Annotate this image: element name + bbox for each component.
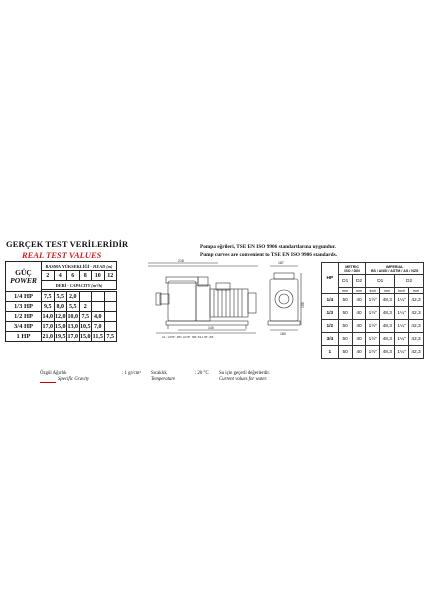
capacity-cell: 5,5 [67,302,80,312]
d2-inch-cell: 1¼" [395,294,409,307]
d1-inch-cell: 1½" [366,294,380,307]
gravity-value: : 1 gr/cm³ [122,371,141,376]
performance-table [5,261,117,342]
temperature-value: : 20 °C [195,371,209,376]
capacity-cell [104,322,117,332]
d1-inch-cell: 1½" [366,346,380,359]
table-row [6,292,117,302]
strainer-lid [166,277,198,283]
head-value: 10 [92,271,105,281]
capacity-label: DEBİ - CAPACITY (m³/h) [42,281,117,290]
dim-label-base: 140 [208,326,214,330]
front-view-base [268,321,300,325]
imperial-header: IMPERIAL BS / ANSI / ASTM / AS / NZS [366,263,424,275]
table-row [6,322,117,332]
motor-body [210,289,248,317]
d1-imperial-mm-cell: 48,3 [380,346,395,359]
d1-mm-cell: 50 [338,294,352,307]
d1-imperial-header: D1 [366,275,395,288]
d2-mm-cell: 40 [352,307,366,320]
d2-imperial-mm-cell: 42,3 [409,346,424,359]
table-row [6,312,117,322]
capacity-cell: 14,0 [42,313,53,320]
dim-label-length: 1/4 - 1/3 HP : 395 / 1/2 HP : 398 / 3/4-1 HP : 405 [162,336,214,339]
gravity-label-en: Specific Gravity [40,377,89,383]
unit-label: mm [380,288,395,294]
d2-imperial-mm-cell: 42,3 [409,320,424,333]
water-label-tr: Su için geçerli değerlerdir. [219,371,270,376]
gravity-label-tr: Özgül Ağırlık [40,371,67,376]
hp-cell: 1/2 [322,320,339,333]
title-turkish: GERÇEK TEST VERİLERİDİR [6,239,129,249]
capacity-cell: 7,5 [42,292,55,302]
outlet-port [198,277,208,286]
capacity-cell [104,302,117,312]
d1-mm-cell: 50 [338,307,352,320]
capacity-cell: 5,5 [54,292,67,302]
power-cell: 1/2 HP [6,312,42,322]
d1-imperial-mm-cell: 48,3 [380,333,395,346]
water-label-en: Current values for water. [219,377,268,382]
temperature-label-en: Temperature [151,377,176,382]
fan-cover [248,293,256,313]
d2-inch-cell: 1¼" [395,307,409,320]
d1-inch-cell: 1½" [366,333,380,346]
unit-label: mm [338,288,352,294]
pump-technical-drawing [138,259,306,349]
d2-inch-cell: 1¼" [395,333,409,346]
capacity-cell: 2 [79,302,92,312]
capacity-cell: 17,0 [42,323,53,330]
capacity-cell [104,292,117,302]
hp-cell: 1/4 [322,294,339,307]
front-view-port [275,290,293,308]
table-row [322,346,424,359]
capacity-cell: 15,0 [55,323,66,330]
dim-label-height: 155 [301,302,305,308]
capacity-cell: 7,5 [79,312,92,322]
capacity-cell: 19,5 [55,333,66,340]
capacity-cell [92,292,105,302]
unit-label: inch [395,288,409,294]
capacity-cell: 4,0 [92,312,105,322]
capacity-cell: 17,0 [67,333,78,340]
d2-header: D2 [352,275,366,288]
d2-imperial-header: D2 [395,275,424,288]
inlet-port [160,294,169,304]
d2-mm-cell: 40 [352,346,366,359]
table-row [322,320,424,333]
temperature-footnote [151,371,175,383]
title-english: REAL TEST VALUES [22,250,102,260]
table-row [6,332,117,342]
unit-label: inch [366,288,380,294]
head-value: 8 [79,271,92,281]
head-value: 12 [104,271,117,281]
hp-cell: 3/4 [322,333,339,346]
dim-label-top-left: 218 [178,259,184,263]
front-view-lid [274,273,294,279]
table-row [6,302,117,312]
power-cell: 3/4 HP [6,322,42,332]
gravity-footnote [40,371,89,383]
d1-imperial-mm-cell: 48,3 [380,320,395,333]
capacity-cell: 10,5 [80,323,91,330]
pump-base [166,321,248,325]
volute [196,285,210,321]
power-label-en: POWER [10,275,37,285]
capacity-cell: 9,5 [42,302,55,312]
power-label-tr: GÜÇ [15,267,32,277]
power-cell: 1/3 HP [6,302,42,312]
capacity-cell [79,292,92,302]
capacity-cell: 7,0 [92,322,105,332]
d1-mm-cell: 50 [338,320,352,333]
head-value: 2 [42,271,55,281]
d2-inch-cell: 1¼" [395,320,409,333]
strainer-housing [168,281,196,321]
d1-inch-cell: 1½" [366,307,380,320]
capacity-cell: 7,5 [104,332,117,342]
d2-mm-cell: 40 [352,320,366,333]
d1-mm-cell: 50 [338,333,352,346]
capacity-cell: 12,0 [55,313,66,320]
head-label: BASMA YÜKSEKLİĞİ - HEAD (m) [42,262,117,271]
capacity-cell: 2,0 [67,292,80,302]
water-footnote [219,371,270,383]
temperature-label-tr: Sıcaklık [151,371,167,376]
unit-label: mm [409,288,424,294]
d2-imperial-mm-cell: 42,3 [409,333,424,346]
capacity-cell: 15,0 [80,333,91,340]
table-row [322,333,424,346]
table-row [322,307,424,320]
capacity-cell: 8,0 [54,302,67,312]
hp-cell: 1/3 [322,307,339,320]
standard-note-tr: Pompa eğrileri, TSE EN ISO 9906 standartlarına uygundur. [200,244,336,250]
unit-label: mm [352,288,366,294]
d2-mm-cell: 40 [352,294,366,307]
power-cell: 1/4 HP [6,292,42,302]
d1-imperial-mm-cell: 48,3 [380,307,395,320]
d2-inch-cell: 1¼" [395,346,409,359]
d1-inch-cell: 1½" [366,320,380,333]
table-row [322,294,424,307]
front-view-body [270,279,298,321]
d2-mm-cell: 40 [352,333,366,346]
d1-mm-cell: 50 [338,346,352,359]
dim-label-top-right: 187 [278,261,284,265]
standard-note-en: Pump curves are convenient to TSE EN ISO 9906 standards. [200,252,337,258]
capacity-cell: 13,0 [67,323,78,330]
d2-imperial-mm-cell: 42,3 [409,307,424,320]
dim-label-front-base: 180 [280,332,286,336]
d1-imperial-mm-cell: 48,3 [380,294,395,307]
head-value: 6 [67,271,80,281]
power-header [6,262,42,292]
head-value: 4 [54,271,67,281]
capacity-cell [104,312,117,322]
capacity-cell: 10,0 [67,313,78,320]
connection-dimensions-table [321,262,424,359]
hp-header: HP [322,263,339,294]
d1-header: D1 [338,275,352,288]
power-cell: 1 HP [6,332,42,342]
hp-cell: 1 [322,346,339,359]
capacity-cell: 11,5 [92,333,103,340]
d2-imperial-mm-cell: 42,3 [409,294,424,307]
capacity-cell: 21,0 [42,333,53,340]
capacity-cell [92,302,105,312]
metric-header: METRIC ISO / DIN [338,263,366,275]
